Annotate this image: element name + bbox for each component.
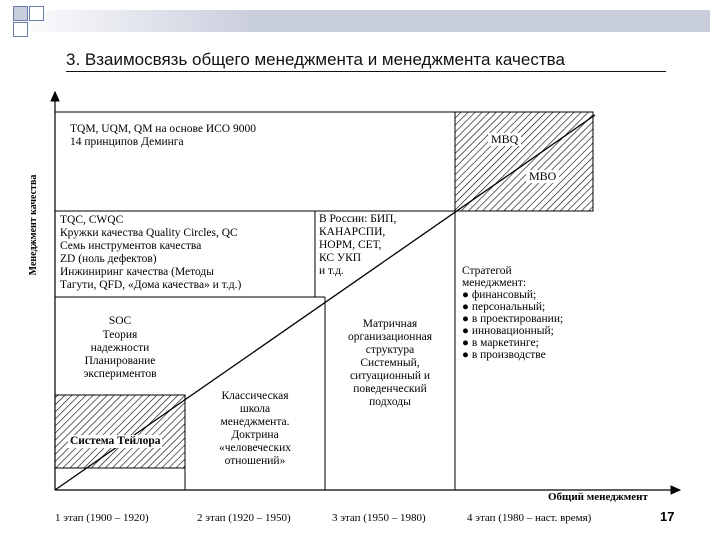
tqc-line-4: ZD (ноль дефектов): [60, 253, 157, 265]
strategic-line-7: ● в маркетинге;: [462, 337, 539, 349]
matrix-line-7: подходы: [369, 396, 411, 408]
tqc-line-1: TQC, CWQC: [60, 214, 124, 226]
matrix-line-3: структура: [365, 344, 415, 356]
stage-4: 4 этап (1980 – наст. время): [467, 512, 592, 524]
strategic-line-3: ● финансовый;: [462, 289, 537, 301]
stage-2: 2 этап (1920 – 1950): [197, 512, 291, 524]
soc-line-2: Теория: [102, 329, 138, 341]
russia-line-1: В России: БИП,: [319, 213, 397, 225]
tqc-line-6: Тагути, QFD, «Дома качества» и т.д.): [60, 279, 242, 291]
strategic-line-5: ● в проектировании;: [462, 313, 564, 325]
tqm-line-1: TQM, UQM, QM на основе ИСО 9000: [70, 123, 256, 135]
matrix-line-5: ситуационный и: [349, 370, 431, 382]
classic-line-3: менеджмента.: [220, 416, 290, 428]
mbq-label: MBQ: [488, 133, 521, 146]
stage-1: 1 этап (1900 – 1920): [55, 512, 149, 524]
classic-line-5: «человеческих: [218, 442, 292, 454]
stage-3: 3 этап (1950 – 1980): [332, 512, 426, 524]
soc-line-4: Планирование: [84, 355, 156, 367]
soc-line-5: экспериментов: [83, 368, 157, 380]
soc-line-1: SOC: [108, 315, 132, 327]
strategic-line-4: ● персональный;: [462, 301, 546, 313]
classic-line-2: школа: [239, 403, 271, 415]
classic-line-6: отношений»: [224, 455, 286, 467]
tqc-line-3: Семь инструментов качества: [60, 240, 202, 252]
page-title: 3. Взаимосвязь общего менеджмента и менеджмента качества: [66, 50, 666, 72]
mbo-label: MBO: [526, 170, 559, 183]
strategic-line-8: ● в производстве: [462, 349, 546, 361]
hatched-area-mbq: [455, 112, 593, 211]
classic-line-1: Классическая: [221, 390, 289, 402]
matrix-line-4: Системный,: [360, 357, 420, 369]
tqc-line-2: Кружки качества Quality Circles, QC: [60, 227, 238, 239]
strategic-line-6: ● инновационный;: [462, 325, 554, 337]
tqc-line-5: Инжиниринг качества (Методы: [60, 266, 215, 278]
x-axis-label: Общий менеджмент: [548, 491, 648, 503]
hatched-area-taylor: [55, 395, 185, 468]
russia-line-5: и т.д.: [319, 265, 344, 277]
soc-line-3: надежности: [90, 342, 150, 354]
matrix-line-2: организационная: [347, 331, 433, 343]
tqm-line-2: 14 принципов Деминга: [70, 136, 184, 148]
strategic-line-2: менеджмент:: [462, 277, 527, 289]
strategic-line-1: Стратегой: [462, 265, 512, 277]
matrix-line-6: поведенческий: [353, 383, 427, 395]
taylor-label: Система Тейлора: [70, 435, 161, 447]
y-axis-label: Менеджмент качества: [28, 174, 39, 276]
matrix-line-1: Матричная: [362, 318, 418, 330]
russia-line-2: КАНАРСПИ,: [319, 226, 386, 238]
page-number: 17: [660, 509, 675, 524]
classic-line-4: Доктрина: [231, 429, 279, 441]
russia-line-4: КС УКП: [319, 252, 362, 264]
russia-line-3: НОРМ, СЕТ,: [319, 239, 382, 251]
